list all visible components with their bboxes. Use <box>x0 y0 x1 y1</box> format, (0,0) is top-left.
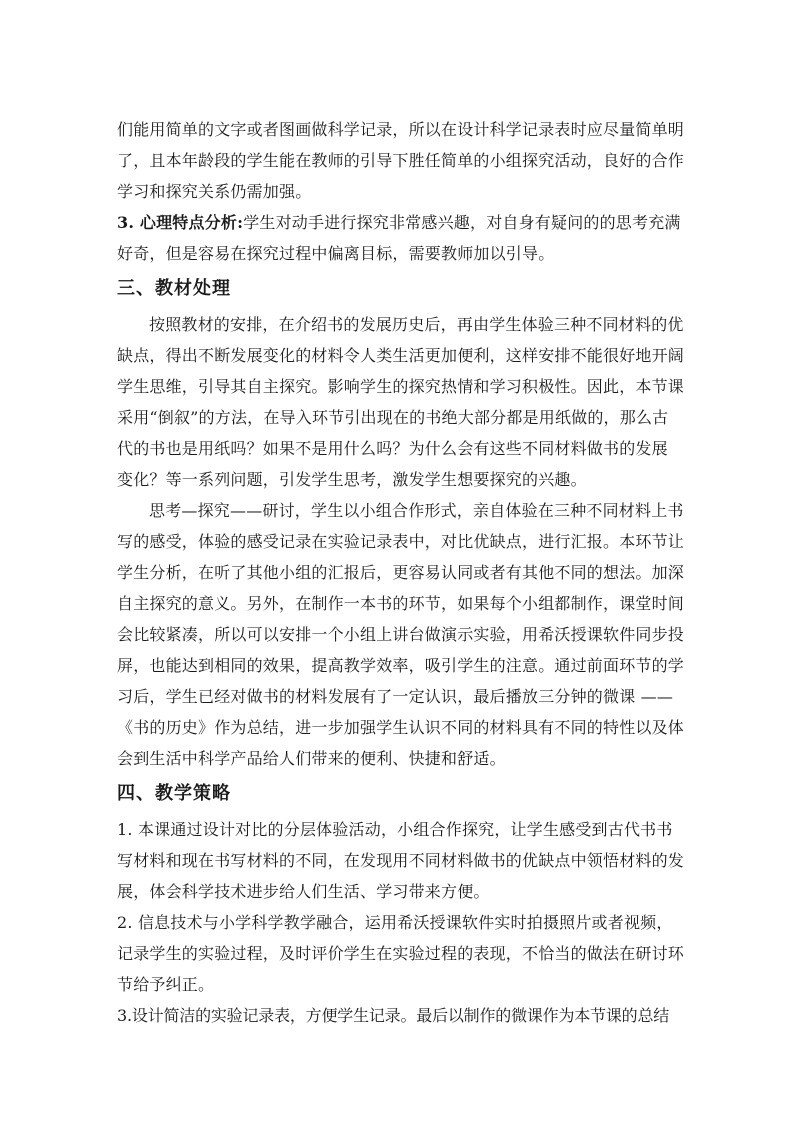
text-line: 会到生活中科学产品给人们带来的便利、快捷和舒适。 <box>117 749 506 768</box>
text-line: 屏，也能达到相同的效果，提高教学效率，吸引学生的注意。通过前面环节的学 <box>117 656 685 675</box>
text-line: 写材料和现在书写材料的不同，在发现用不同材料做书的优缺点中领悟材料的发 <box>117 851 685 870</box>
psych-text: 学生对动手进行探究非常感兴趣，对自身有疑问的的思考充满 <box>243 213 681 232</box>
text-line: 《书的历史》作为总结，进一步加强学生认识不同的材料具有不同的特性以及体 <box>117 718 685 737</box>
text-line: 缺点，得出不断发展变化的材料令人类生活更加便利，这样安排不能很好地开阔 <box>117 346 685 365</box>
psych-label: 3. 心理特点分析: <box>117 213 244 232</box>
strategy-item-3 <box>117 1000 677 1031</box>
text-line: 思考—探究——研讨，学生以小组合作形式，亲自体验在三种不同材料上书 <box>149 501 684 520</box>
text-line: 自主探究的意义。另外，在制作一本书的环节，如果每个小组都制作，课堂时间 <box>117 594 685 613</box>
section-heading-strategy: 四、教学策略 <box>117 783 231 804</box>
text-line: 学生分析，在听了其他小组的汇报后，更容易认同或者有其他不同的想法。加深 <box>117 563 685 582</box>
text-line: 学生思维，引导其自主探究。影响学生的探究热情和学习积极性。因此，本节课 <box>117 377 685 396</box>
text-line: 按照教材的安排，在介绍书的发展历史后，再由学生体验三种不同材料的优 <box>149 315 684 334</box>
text-line: 学习和探究关系仍需加强。 <box>117 182 312 201</box>
strategy-item-2 <box>117 907 685 1000</box>
text-line: 写的感受，体验的感受记录在实验记录表中，对比优缺点，进行汇报。本环节让 <box>117 532 685 551</box>
textbook-paragraph-2 <box>117 495 685 774</box>
strategy-item-1 <box>117 814 685 907</box>
text-line: 2. 信息技术与小学科学教学融合，运用希沃授课软件实时拍摄照片或者视频， <box>117 913 673 932</box>
section-heading-textbook: 三、教材处理 <box>117 278 231 299</box>
psych-paragraph <box>117 207 681 269</box>
text-line: 们能用简单的文字或者图画做科学记录，所以在设计科学记录表时应尽量简单明 <box>117 120 685 139</box>
text-line: 习后，学生已经对做书的材料发展有了一定认识，最后播放三分钟的微课 —— <box>117 687 674 706</box>
text-line: 采用“倒叙”的方法，在导入环节引出现在的书绝大部分都是用纸做的，那么古 <box>117 408 669 427</box>
text-line: 了，且本年龄段的学生能在教师的引导下胜任简单的小组探究活动，良好的合作 <box>117 151 685 170</box>
text-line: 代的书也是用纸吗？如果不是用什么吗？为什么会有这些不同材料做书的发展 <box>117 439 668 458</box>
text-line: 1. 本课通过设计对比的分层体验活动，小组合作探究，让学生感受到古代书书 <box>117 820 673 839</box>
text-line: 展，体会科学技术进步给人们生活、学习带来方便。 <box>117 882 490 901</box>
text-line: 记录学生的实验过程，及时评价学生在实验过程的表现，不恰当的做法在研讨环 <box>117 944 685 963</box>
textbook-paragraph-1 <box>117 309 685 495</box>
text-line <box>117 207 681 238</box>
text-line: 节给予纠正。 <box>117 975 215 994</box>
text-line: 3.设计简洁的实验记录表，方便学生记录。最后以制作的微课作为本节课的总结 <box>117 1006 670 1025</box>
text-line: 会比较紧凑，所以可以安排一个小组上讲台做演示实验，用希沃授课软件同步投 <box>117 625 685 644</box>
text-line: 变化？等一系列问题，引发学生思考，激发学生想要探究的兴趣。 <box>117 470 587 489</box>
text-line: 好奇，但是容易在探究过程中偏离目标，需要教师加以引导。 <box>117 244 555 263</box>
document-page <box>117 114 685 1031</box>
intro-paragraph <box>117 114 685 207</box>
